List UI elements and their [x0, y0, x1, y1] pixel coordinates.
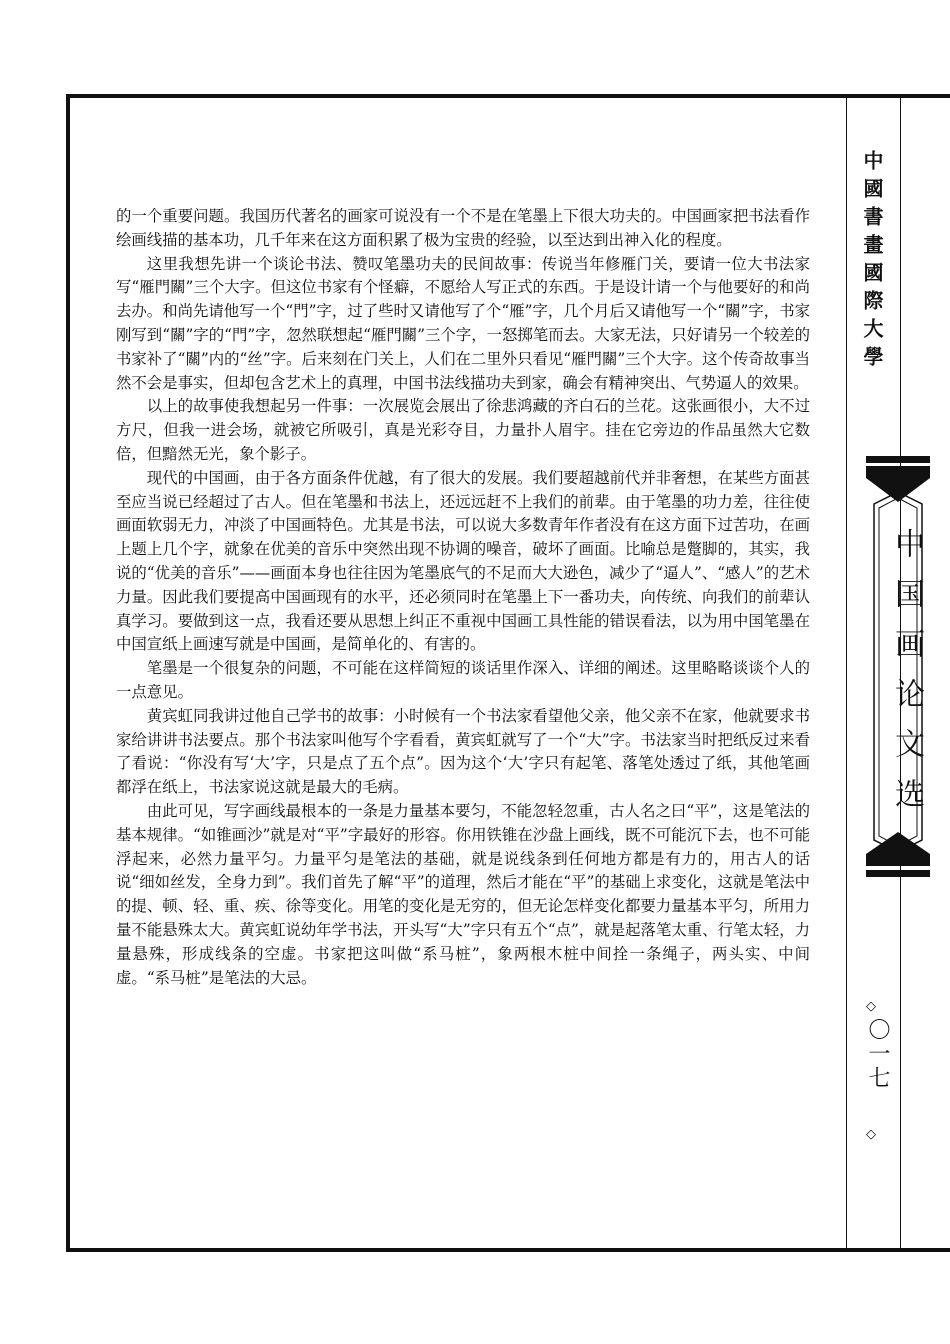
- paragraph: 黄宾虹同我讲过他自己学书的故事：小时候有一个书法家看望他父亲，他父亲不在家，他就要求书家给讲讲书法要点。那个书法家叫他写个字看看，黄宾虹就写了一个“大”字。书法家当时把纸反过来看了看说：“你没有写‘大’字，只是点了五个点”。因为这个‘大’字只有起笔、落笔处透过了纸，其他笔画都浮在纸上，书法家说这就是最大的毛病。: [116, 706, 810, 797]
- paragraph: 的一个重要问题。我国历代著名的画家可说没有一个不是在笔墨上下很大功夫的。中国画家把书法看作绘画线描的基本功，几千年来在这方面积累了极为宝贵的经验，以至达到出神入化的程度。: [116, 207, 810, 249]
- paragraph: 这里我想先讲一个谈论书法、赞叹笔墨功夫的民间故事：传说当年修雁门关，要请一位大书法家写“雁門關”三个大字。但这位书家有个怪癖，不愿给人写正式的东西。于是设计请一个与他要好的和尚去办。和尚先请他写一个“門”字，过了些时又请他写了个“雁”字，几个月后又请他写一个“關”字，书家刚写到“關”字的“門”字，忽然联想起“雁門關”三个字，一怒掷笔而去。大家无法，只好请另一个较差的书家补了“關”内的“丝”字。后来刻在门关上，人们在二里外只看见“雁門關”三个大字。这个传奇故事当然不会是事实，但却包含艺术上的真理，中国书法线描功夫到家，确会有精神突出、气势逼人的效果。: [116, 254, 810, 392]
- school-name: 中國書畫國際大學: [860, 150, 884, 374]
- paragraph: 由此可见，写字画线最根本的一条是力量基本要匀，不能忽轻忽重，古人名之曰“平”，这是笔法的基本规律。“如锥画沙”就是对“平”字最好的形容。你用铁锥在沙盘上画线，既不可能沉下去，也不可能浮起来，必然力量平匀。力量平匀是笔法的基础，就是说线条到任何地方都是有力的，用古人的话说“细如丝发，全身力到”。我们首先了解“平”的道理，然后才能在“平”的基础上求变化，这就是笔法中的提、顿、轻、重、疾、徐等变化。用笔的变化是无穷的，但无论怎样变化都要力量基本平匀，所用力量不能悬殊太大。黄宾虹说幼年学书法，开头写“大”字只有五个“点”，就是起落笔太重、行笔太轻，力量悬殊，形成线条的空虚。书家把这叫做“系马桩”，象两根木桩中间拴一条绳子，两头实、中间虚。“系马桩”是笔法的大忌。: [116, 801, 810, 987]
- paragraph: 笔墨是一个很复杂的问题，不可能在这样简短的谈话里作深入、详细的阐述。这里略略谈谈个人的一点意见。: [116, 659, 810, 701]
- diamond-icon: ◇: [866, 999, 876, 1014]
- page-frame-top: [66, 94, 950, 98]
- page-frame-left: [66, 94, 70, 1252]
- page-frame-bottom: [66, 1248, 950, 1252]
- diamond-icon: ◇: [866, 1127, 876, 1142]
- paragraph: 以上的故事使我想起另一件事：一次展览会展出了徐悲鸿藏的齐白石的兰花。这张画很小，大不过方尺，但我一进会场，就被它所吸引，真是光彩夺目，力量扑人眉宇。挂在它旁边的作品虽然大它数倍，但黯然无光，象个影子。: [116, 397, 810, 463]
- book-title: 中国画论文选: [889, 528, 924, 828]
- page-number: 〇一七: [865, 1018, 890, 1090]
- paragraph: 现代的中国画，由于各方面条件优越，有了很大的发展。我们要超越前代并非奢想，在某些方面甚至应当说已经超过了古人。但在笔墨和书法上，还远远赶不上我们的前辈。由于笔墨的功力差，往往使画面软弱无力，冲淡了中国画特色。尤其是书法，可以说大多数青年作者没有在这方面下过苦功，在画上题上几个字，就象在优美的音乐中突然出现不协调的噪音，破坏了画面。比喻总是蹩脚的，其实，我说的“优美的音乐”——画面本身也往往因为笔墨底气的不足而大大逊色，减少了“逼人”、“感人”的艺术力量。因此我们要提高中国画现有的水平，还必须同时在笔墨上下一番功夫，向传统、向我们的前辈认真学习。要做到这一点，我看还要从思想上纠正不重视中国画工具性能的错误看法，以为用中国笔墨在中国宣纸上画速写就是中国画，是简单化的、有害的。: [116, 468, 810, 654]
- margin-divider-left: [846, 98, 847, 1248]
- article-body: [116, 205, 810, 990]
